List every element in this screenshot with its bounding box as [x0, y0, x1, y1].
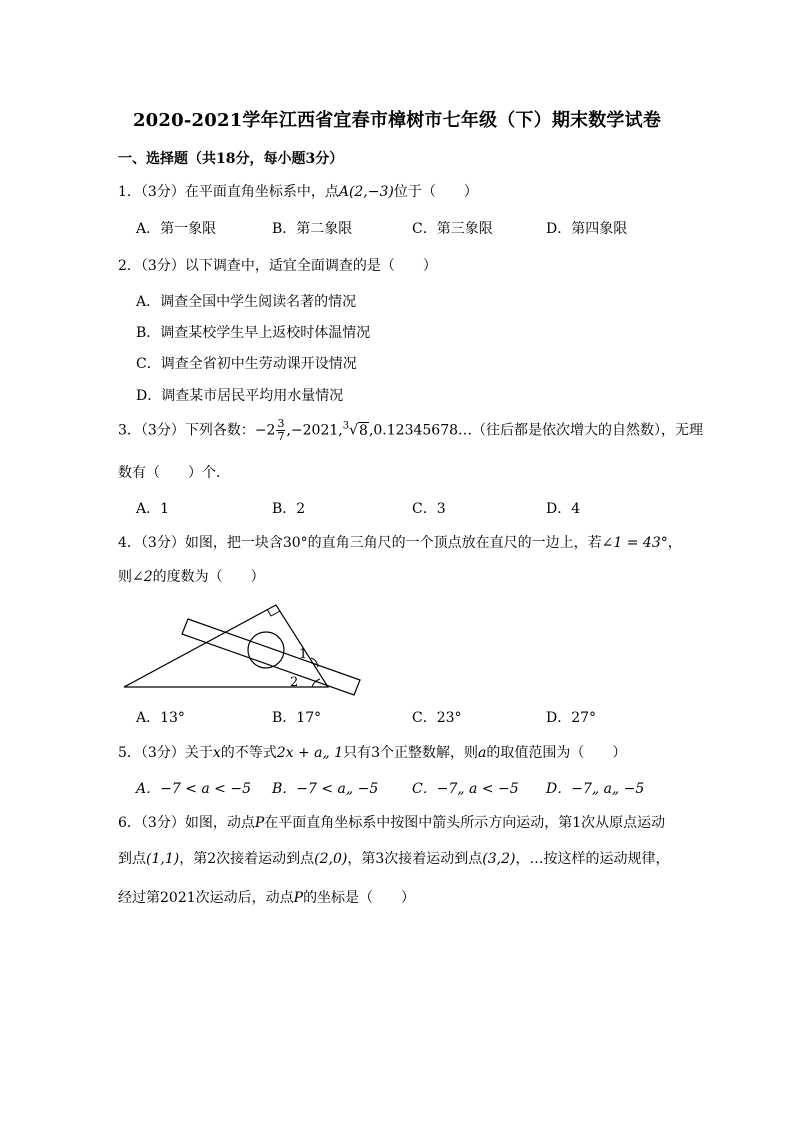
q5-inequality: 2x + a„ 1	[276, 745, 344, 761]
q3-radicand: 8	[359, 422, 368, 439]
question-6-line3	[118, 887, 415, 907]
q1-option-c: C．第三象限	[412, 221, 493, 237]
q6-var-p2: P	[293, 890, 304, 906]
question-6-line1	[118, 812, 665, 832]
page-title: 2020-2021学年江西省宜春市樟树市七年级（下）期末数学试卷	[132, 110, 662, 131]
q1-option-b: B．第二象限	[272, 221, 353, 237]
q5-mid: 的不等式	[220, 745, 277, 761]
q3-frac-num: 3	[277, 417, 285, 430]
q5-var-x: x	[212, 745, 221, 761]
q1-text-end: 位于（ ）	[393, 184, 478, 200]
q3-frac-den: 7	[277, 430, 285, 443]
ruler-shape	[182, 619, 360, 695]
question-3-stem	[118, 418, 703, 443]
q5-option-b: B．−7 < a„ −5	[272, 781, 379, 797]
q3-fraction	[276, 418, 285, 443]
q4-line2-pre: 则	[118, 569, 132, 585]
q6-l2-a: 到点	[118, 851, 146, 867]
q4-angle2: ∠2	[132, 569, 153, 585]
question-4-stem	[118, 532, 682, 552]
q6-l2-b: ，第2次接着运动到点	[179, 851, 315, 867]
q1-text: 1．（3分）在平面直角坐标系中，点	[118, 184, 339, 200]
q5-post: 的取值范围为（ ）	[486, 745, 627, 761]
q6-l3-post: 的坐标是（ ）	[303, 890, 416, 906]
ruler-hole-circle	[248, 632, 284, 668]
q2-option-a: A．调查全国中学生阅读名著的情况	[136, 294, 357, 310]
angle-1-label: 1	[299, 647, 308, 662]
question-1-stem	[118, 181, 478, 201]
q5-option-a: A．−7 < a < −5	[136, 781, 251, 797]
q6-l3-pre: 经过第2021次运动后，动点	[118, 890, 294, 906]
q3-option-d: D．4	[546, 501, 581, 517]
q6-l2-c: ，第3次接着运动到点	[347, 851, 483, 867]
q5-mid2: 只有3个正整数解，则	[343, 745, 479, 761]
q6-l2-d: ，…按这样的运动规律，	[515, 851, 670, 867]
q5-var-a: a	[478, 745, 487, 761]
q2-option-d: D．调查某市居民平均用水量情况	[136, 388, 344, 404]
q3-tail: ,0.12345678…（往后都是依次增大的自然数），无理	[368, 422, 704, 439]
question-6-line2	[118, 848, 669, 868]
right-angle-mark	[267, 609, 280, 616]
q6-l1-pre: 6．（3分）如图，动点	[118, 815, 255, 831]
q1-point: A(2,−3)	[338, 184, 394, 200]
question-4-line2	[118, 566, 265, 586]
q3-option-b: B．2	[272, 501, 306, 517]
q4-option-d: D．27°	[546, 710, 597, 726]
q4-mid: 的直角三角尺的一个顶点放在直尺的一边上，若	[307, 535, 602, 551]
q4-deg30: 30°	[282, 535, 308, 551]
q5-text: 5．（3分）关于	[118, 745, 213, 761]
q1-option-d: D．第四象限	[546, 221, 628, 237]
section-heading-choice: 一、选择题（共18分，每小题3分）	[118, 151, 344, 167]
q3-mid: ,−2021,	[286, 422, 343, 439]
q6-point1: (1,1)	[146, 851, 180, 867]
q6-point3: (3,2)	[482, 851, 516, 867]
q4-option-a: A．13°	[136, 710, 185, 726]
q4-option-b: B．17°	[272, 710, 322, 726]
q6-var-p: P	[254, 815, 265, 831]
q4-option-c: C．23°	[412, 710, 462, 726]
q3-mixed-whole: −2	[254, 422, 276, 439]
q6-l1-post: 在平面直角坐标系中按图中箭头所示方向运动，第1次从原点运动	[264, 815, 666, 831]
q3-text: 3．（3分）下列各数：	[118, 422, 255, 439]
q4-angle1: ∠1 = 43°	[601, 535, 668, 551]
question-2-stem: 2．（3分）以下调查中，适宜全面调查的是（ ）	[118, 258, 437, 274]
q4-line2-post: 的度数为（ ）	[152, 569, 265, 585]
triangle-ruler-figure	[116, 595, 366, 700]
q4-text: 4．（3分）如图，把一块含	[118, 535, 283, 551]
q5-option-c: C．−7„ a < −5	[412, 781, 519, 797]
question-5-stem	[118, 742, 626, 762]
q5-option-d: D．−7„ a„ −5	[546, 781, 645, 797]
q1-option-a: A．第一象限	[136, 221, 217, 237]
radical-icon: √	[349, 422, 359, 439]
q4-post: ，	[667, 535, 682, 551]
q3-option-a: A．1	[136, 501, 170, 517]
q2-option-b: B．调查某校学生早上返校时体温情况	[136, 325, 371, 341]
angle-2-label: 2	[290, 675, 299, 690]
q2-option-c: C．调查全省初中生劳动课开设情况	[136, 356, 357, 372]
q3-root-index: 3	[342, 420, 350, 432]
question-3-line2: 数有（ ）个．	[118, 465, 230, 481]
q6-point2: (2,0)	[314, 851, 348, 867]
q3-option-c: C．3	[412, 501, 446, 517]
